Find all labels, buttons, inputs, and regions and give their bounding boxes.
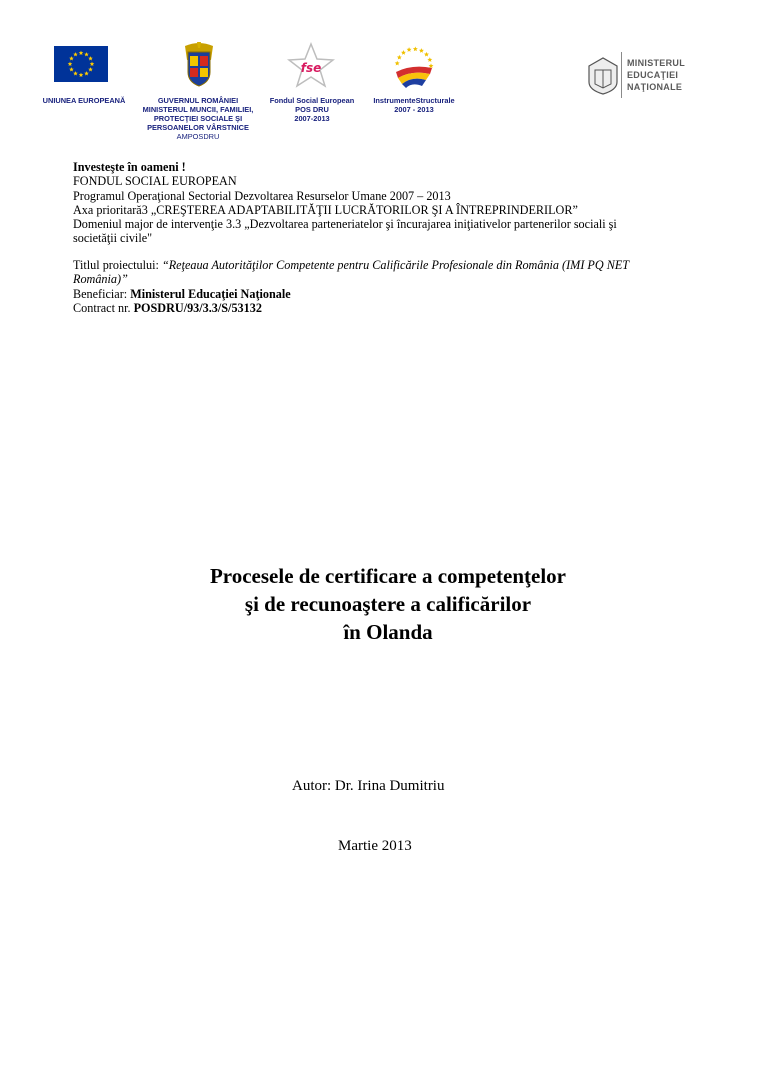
- beneficiary-value: Ministerul Educaţiei Naţionale: [130, 286, 291, 301]
- date: Martie 2013: [338, 838, 412, 854]
- contract-value: POSDRU/93/3.3/S/53132: [133, 300, 262, 315]
- ministry-emblem-icon: [585, 56, 621, 101]
- contract-label: Contract nr.: [73, 300, 131, 315]
- fse-star-icon: [287, 42, 335, 95]
- title-line: în Olanda: [343, 620, 433, 644]
- fse-caption-line: POS DRU: [295, 105, 329, 114]
- fse-caption-line: Fondul Social European: [269, 96, 355, 105]
- ministry-name-line: MINISTERUL: [627, 58, 685, 68]
- domain-line: Domeniul major de intervenţie 3.3 „Dezvoltarea parteneriatelor şi încurajarea iniţiativelor partenerilor sociali şi: [73, 217, 617, 232]
- is-star: [395, 61, 400, 66]
- instrumente-caption: [362, 96, 466, 114]
- eu-caption-line: UNIUNEA EUROPEANĂ: [42, 96, 126, 105]
- project-label: Titlul proiectului:: [73, 258, 159, 272]
- fse-caption: [262, 96, 362, 123]
- project-title-line: [73, 258, 701, 272]
- is-star: [419, 48, 424, 53]
- program-line: Programul Operaţional Sectorial Dezvoltarea Resurselor Umane 2007 – 2013: [73, 188, 451, 203]
- project-title: “Reţeaua Autorităţilor Competente pentru Calificările Profesionale din România (IMI PQ NET: [161, 258, 630, 272]
- is-star: [397, 55, 402, 60]
- invest-line: Investeşte în oameni !: [73, 160, 186, 174]
- project-title-line: [73, 272, 701, 286]
- government-caption-line: MINISTERUL MUNCII, FAMILIEI,: [142, 105, 254, 114]
- document-title: [100, 562, 676, 646]
- is-star: [407, 47, 412, 52]
- title-line: şi de recunoaştere a calificărilor: [244, 592, 532, 616]
- axis-line: Axa prioritară3 „CREŞTEREA ADAPTABILITĂŢII LUCRĂTORILOR ŞI A ÎNTREPRINDERILOR”: [73, 202, 578, 217]
- project-info: [73, 258, 701, 315]
- eu-caption: [36, 96, 132, 105]
- beneficiary-label: Beneficiar:: [73, 286, 128, 301]
- fund-line: FONDUL SOCIAL EUROPEAN: [73, 174, 237, 189]
- is-star: [427, 57, 432, 62]
- government-caption-line: GUVERNUL ROMÂNIEI: [157, 96, 239, 105]
- is-star: [424, 52, 429, 57]
- eu-flag-icon: [54, 46, 108, 87]
- contract-line: [73, 301, 701, 315]
- government-caption: [138, 96, 258, 141]
- is-star: [401, 50, 406, 55]
- government-caption-line: PERSOANELOR VÂRSTNICE: [147, 123, 249, 132]
- author: Autor: Dr. Irina Dumitriu: [292, 778, 445, 794]
- government-caption-line: PROTECŢIEI SOCIALE ŞI: [153, 114, 243, 123]
- svg-text:fse: fse: [300, 61, 322, 75]
- title-line: Procesele de certificare a competenţelor: [209, 564, 567, 588]
- ministry-name-line: NAŢIONALE: [627, 82, 683, 92]
- ministry-divider: [621, 52, 622, 98]
- instrumente-caption-line: 2007 - 2013: [394, 105, 434, 114]
- domain-line: societăţii civile": [73, 231, 153, 246]
- is-star: [429, 63, 434, 68]
- instrumente-structurale-icon: [392, 42, 436, 95]
- romania-coat-of-arms-icon: [180, 40, 218, 93]
- project-title: România)”: [73, 272, 128, 287]
- beneficiary-line: [73, 287, 701, 301]
- government-caption-line: AMPOSDRU: [176, 132, 220, 141]
- program-info: [73, 160, 701, 246]
- ministry-name-line: EDUCAŢIEI: [627, 70, 679, 80]
- ministry-name: [627, 57, 685, 93]
- fse-caption-line: 2007-2013: [294, 114, 330, 123]
- instrumente-caption-line: InstrumenteStructurale: [373, 96, 455, 105]
- is-star: [413, 46, 418, 51]
